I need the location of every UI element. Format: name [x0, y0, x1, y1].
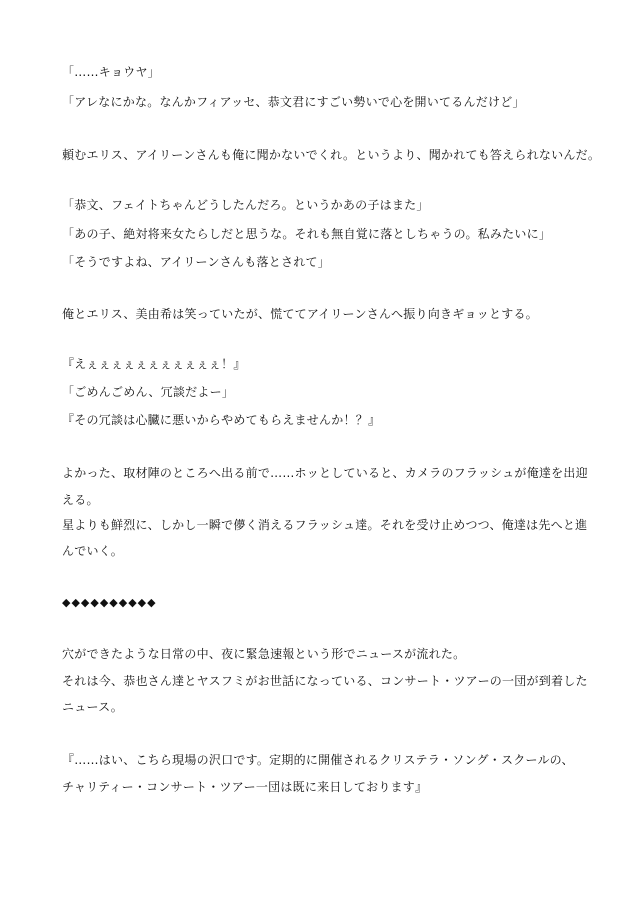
dialogue-line: 「あの子、絶対将来女たらしだと思うな。それも無自覚に落としちゃうの。私みたいに」: [62, 227, 552, 241]
dialogue-line: 『えぇぇぇぇぇぇぇぇぇぇぇ！』: [62, 357, 246, 371]
narration-line: ニュース。: [62, 700, 123, 714]
narration-line: んでいく。: [62, 544, 123, 558]
dialogue-line: チャリティー・コンサート・ツアー一団は既に来日しております』: [62, 780, 428, 794]
dialogue-line: 「そうですよね、アイリーンさんも落とされて」: [62, 255, 330, 269]
narration-line: それは今、恭也さん達とヤスフミがお世話になっている、コンサート・ツアーの一団が到着した: [62, 674, 588, 688]
narration-line: よかった、取材陣のところへ出る前で……ホッとしていると、カメラのフラッシュが俺達を出迎: [62, 466, 588, 480]
narration-line: える。: [62, 493, 99, 507]
narration-line: 穴ができたような日常の中、夜に緊急速報という形でニュースが流れた。: [62, 647, 466, 661]
scene-separator: ◆◆◆◆◆◆◆◆◆◆: [62, 596, 157, 609]
dialogue-line: 『その冗談は心臓に悪いからやめてもらえませんか！？』: [62, 413, 381, 427]
narration-line: 頼むエリス、アイリーンさんも俺に聞かないでくれ。というより、聞かれても答えられないんだ。: [62, 148, 601, 162]
dialogue-line: 『……はい、こちら現場の沢口です。定期的に開催されるクリステラ・ソング・スクールの、: [62, 753, 574, 767]
narration-line: 俺とエリス、美由希は笑っていたが、慌ててアイリーンさんへ振り向きギョッとする。: [62, 307, 538, 321]
dialogue-line: 「恭文、フェイトちゃんどうしたんだろ。というかあの子はまた」: [62, 198, 429, 212]
dialogue-line: 「アレなにかな。なんかフィアッセ、恭文君にすごい勢いで心を開いてるんだけど」: [62, 95, 525, 109]
dialogue-line: 「……キョウヤ」: [62, 65, 160, 79]
dialogue-line: 「ごめんごめん、冗談だよー」: [62, 385, 235, 399]
narration-line: 星よりも鮮烈に、しかし一瞬で儚く消えるフラッシュ達。それを受け止めつつ、俺達は先へと進: [62, 518, 588, 532]
